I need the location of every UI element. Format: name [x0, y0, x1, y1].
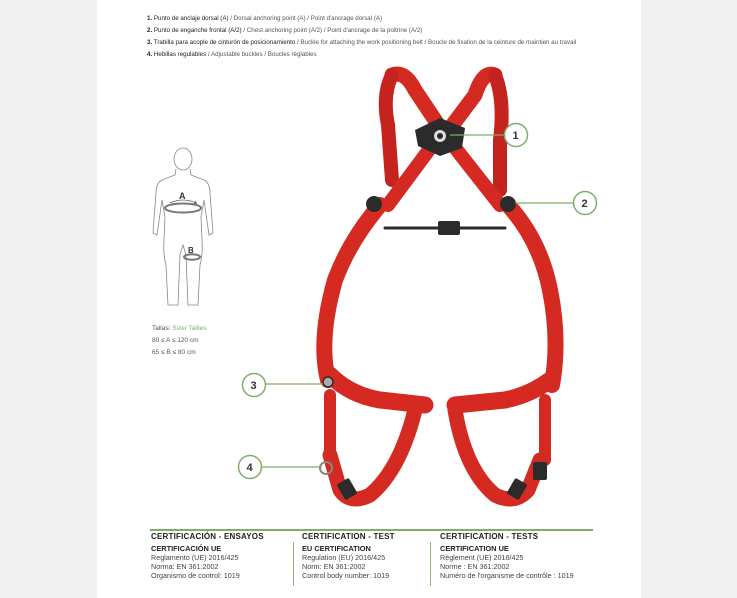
- column-separator: [293, 542, 294, 586]
- sizes-heading: Tallas: [152, 325, 169, 332]
- size-range-b: 65 ≤ B ≤ 80 cm: [152, 349, 196, 356]
- certification-en-line: Regulation (EU) 2016/425: [302, 553, 386, 562]
- certification-fr-sub: CERTIFICATION UE: [440, 544, 509, 553]
- size-range-a: 80 ≤ A ≤ 120 cm: [152, 337, 199, 344]
- callout-1-number: 1: [512, 130, 519, 142]
- legend-item-2: 2. Punto de enganche frontal (A/2) / Chest anchoring point (A/2) / Point d'ancrage de la poitrine (A/2): [147, 27, 423, 34]
- legend-item-1: 1. Punto de anclaje dorsal (A) / Dorsal anchoring point (A) / Point d'ancrage dorsal (A): [147, 15, 383, 22]
- callout-2-number: 2: [581, 198, 588, 210]
- certification-en: [302, 532, 432, 580]
- legend-item-4: 4. Hebillas regulables / Adjustable buckles / Boucles réglables: [147, 51, 317, 58]
- certification-fr-line: Numéro de l'organisme de contrôle : 1019: [440, 571, 574, 580]
- certification-es-line: Organismo de control: 1019: [151, 571, 240, 580]
- column-separator: [430, 542, 431, 586]
- callout-3-number: 3: [250, 380, 257, 392]
- sizes-heading-translations: / Size/ Tailles: [168, 325, 207, 332]
- certification-es: [151, 532, 291, 580]
- certification-en-title: CERTIFICATION - TEST: [302, 532, 395, 541]
- certification-fr-line: Norme : EN 361:2002: [440, 562, 510, 571]
- certification-divider: [150, 529, 593, 531]
- certification-fr-line: Règlement (UE) 2016/425: [440, 553, 524, 562]
- certification-es-sub: CERTIFICACIÓN UE: [151, 544, 222, 553]
- certification-es-line: Reglamento (UE) 2016/425: [151, 553, 239, 562]
- certification-en-line: Norm: EN 361:2002: [302, 562, 366, 571]
- certification-en-sub: EU CERTIFICATION: [302, 544, 371, 553]
- certification-en-line: Control body number: 1019: [302, 571, 390, 580]
- certification-fr-title: CERTIFICATION - TESTS: [440, 532, 539, 541]
- certification-es-line: Norma: EN 361:2002: [151, 562, 219, 571]
- legend-item-3: 3. Trabilla para acople de cinturón de posicionamiento / Buckle for attaching the work positioning belt / Boucle de fixation de la ceinture de maintien au travail: [147, 39, 577, 46]
- figure-label-b: B: [188, 246, 194, 255]
- certification-fr: [440, 532, 600, 580]
- figure-label-a: A: [179, 191, 186, 201]
- callout-4-number: 4: [246, 462, 253, 474]
- certification-es-title: CERTIFICACIÓN - ENSAYOS: [151, 532, 264, 541]
